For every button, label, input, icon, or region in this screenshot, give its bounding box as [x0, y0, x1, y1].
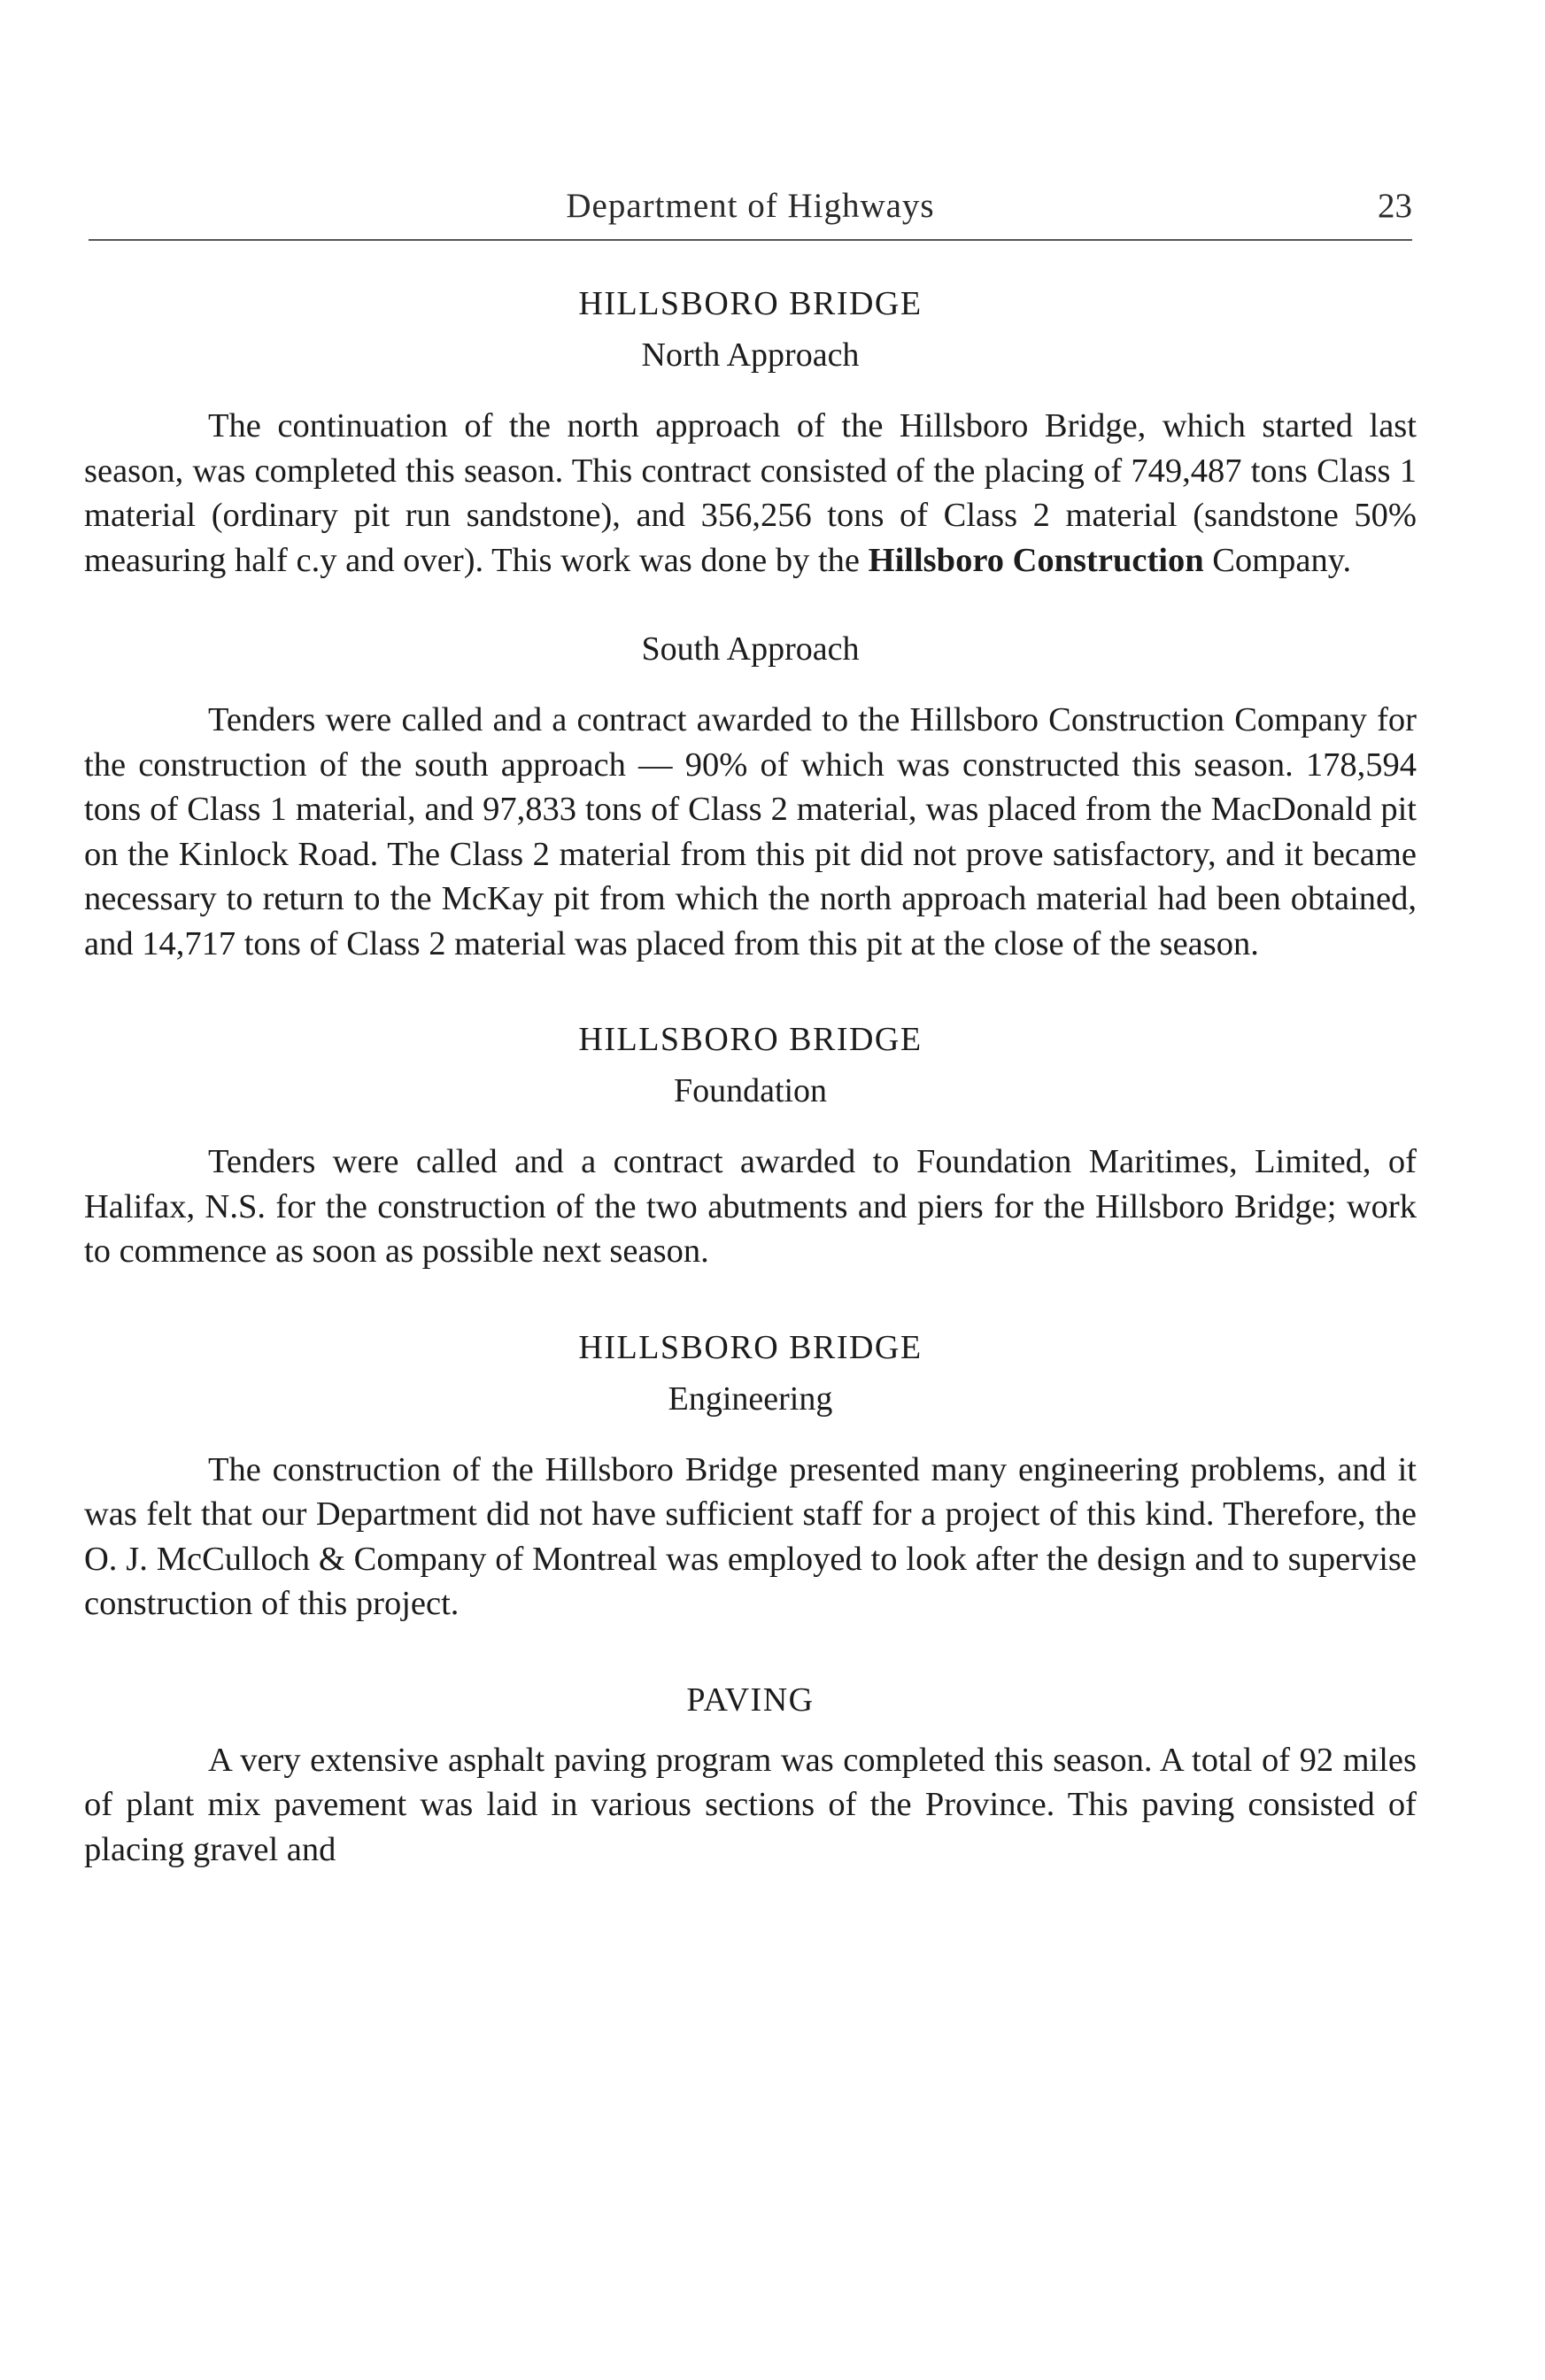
section-heading: HILLSBORO BRIDGE	[578, 285, 923, 322]
section-heading: HILLSBORO BRIDGE	[578, 1021, 923, 1058]
section-heading: HILLSBORO BRIDGE	[578, 1328, 923, 1366]
document-body	[84, 282, 1417, 1872]
paragraph-text: The continuation of the north approach of the Hillsboro Bridge, which started last season, was completed this season. This contract consisted of the placing of 749,487 tons Class 1 material (ordinary pit run sandstone), and 356,256 tons of Class 2 material (sandstone 50% measuring half c.y and over). This work was done by the	[84, 407, 1417, 579]
section-paragraph	[84, 404, 1417, 583]
page-number: 23	[1378, 187, 1412, 225]
section-paragraph: A very extensive asphalt paving program was completed this season. A total of 92 miles of plant mix pavement was laid in various sections of the Province. This paving consisted of placing gravel and	[84, 1741, 1417, 1868]
section-heading: PAVING	[686, 1681, 815, 1719]
section-foundation	[84, 1017, 1417, 1274]
section-subheading: Engineering	[668, 1379, 833, 1418]
section-north-approach	[84, 282, 1417, 583]
section-paragraph: Tenders were called and a contract awarded to Foundation Maritimes, Limited, of Halifax, N.S. for the construction of the two abutments and piers for the Hillsboro Bridge; work to commence as soon as possible next season.	[84, 1143, 1417, 1270]
paragraph-text-end: Company.	[1203, 541, 1352, 579]
section-paragraph: Tenders were called and a contract awarded to the Hillsboro Construction Company for the construction of the south approach — 90% of which was constructed this season. 178,594 tons of Class 1 material, and 97,833 tons of Class 2 material, was placed from the MacDonald pit on the Kinlock Road. The Class 2 material from this pit did not prove satisfactory, and it became necessary to return to the McKay pit from which the north approach material had been obtained, and 14,717 tons of Class 2 material was placed from this pit at the close of the season.	[84, 701, 1417, 962]
section-subheading: South Approach	[641, 630, 860, 668]
section-subheading: Foundation	[673, 1072, 828, 1109]
section-paragraph: The construction of the Hillsboro Bridge presented many engineering problems, and it was felt that our Department did not have sufficient staff for a project of this kind. Therefore, the O. J. McCulloch & Company of Montreal was employed to look after the design and to supervise construction of this project.	[84, 1450, 1417, 1622]
section-south-approach	[84, 627, 1417, 966]
header-rule	[89, 239, 1412, 241]
section-subheading: North Approach	[641, 336, 860, 374]
running-head	[89, 186, 1412, 239]
running-title: Department of Highways	[566, 187, 935, 225]
paragraph-bold-text: Hillsboro Construction	[868, 541, 1204, 579]
section-engineering	[84, 1325, 1417, 1627]
section-paving	[84, 1678, 1417, 1873]
